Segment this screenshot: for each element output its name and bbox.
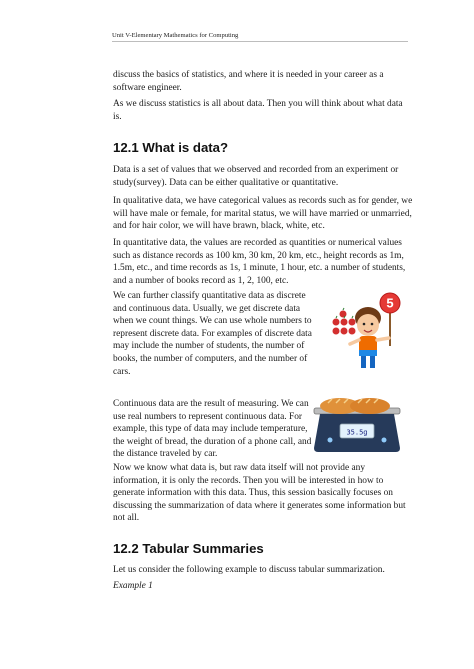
- paragraph-continuous-data: Continuous data are the result of measuring. We can use real numbers to represent continuous data. For example, this type of data may include temperature, the weight of bread, the duration of a phone call, and the distance traveled by car.: [113, 399, 312, 460]
- paragraph-data-definition: Data is a set of values that we observed and recorded from an experiment or study(survey). Data can be either qualitative or quantitative.: [113, 165, 399, 188]
- paragraph-discrete-data: We can further classify quantitative data as discrete and continuous data. Usually, we get discrete data when we count things. We can use whole numbers to represent discrete data. For examples of discrete data may include the number of students, the number of books, the number of computers, and the number of cars.: [113, 291, 312, 377]
- counting-child-illustration: [328, 288, 410, 372]
- paragraph-information-from-data: Now we know what data is, but raw data itself will not provide any information, it is only the records. Then you will be interested in how to generate information with this data. Thus, this session basically focuses on discussing the summarization of data where it generates some information but not all.: [113, 463, 406, 524]
- sign-number: 5: [386, 295, 394, 311]
- paragraph-data-question: As we discuss statistics is all about data. Then you will think about what data is.: [113, 99, 403, 122]
- header-divider: [112, 41, 408, 42]
- paragraph-qualitative-data: In qualitative data, we have categorical values as records such as for gender, we will have male or female, for marital status, we will have married or unmarried, and for hair color, we will have brawn, black, white, etc.: [113, 196, 413, 232]
- section-heading-what-is-data: 12.1 What is data?: [113, 140, 229, 155]
- paragraph-intro-continued: discuss the basics of statistics, and where it is needed in your career as a software engineer.: [113, 70, 384, 93]
- scale-display-readout: 35.5g: [346, 428, 368, 437]
- example-label: Example 1: [113, 581, 153, 591]
- section-heading-tabular-summaries: 12.2 Tabular Summaries: [113, 541, 264, 556]
- running-header: Unit V-Elementary Mathematics for Computing: [112, 32, 239, 39]
- bread-scale-illustration: [310, 394, 406, 458]
- paragraph-quantitative-data: In quantitative data, the values are recorded as quantities or numerical values such as distance records as 100 km, 30 km, 20 km, etc., height records as 1m, 1.5m, etc., and time records as 1s, 1 minute, 1 hour, etc. a number of students, and a number of books record as 1, 2, 100, etc.: [113, 238, 406, 286]
- paragraph-tabular-intro: Let us consider the following example to discuss tabular summarization.: [113, 565, 385, 575]
